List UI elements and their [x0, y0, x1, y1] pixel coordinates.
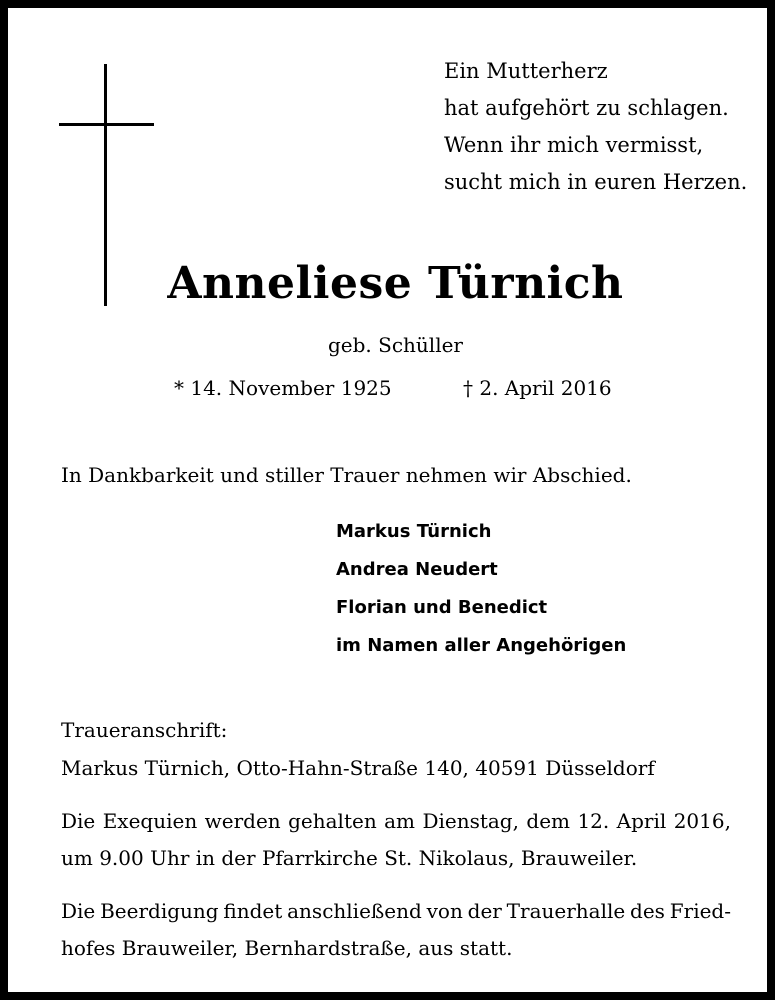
word: Die: [61, 809, 96, 833]
poem-line: Wenn ihr mich vermisst,: [444, 133, 704, 157]
word: der: [467, 899, 502, 923]
address-label: Traueranschrift:: [61, 718, 228, 742]
mourner-name: Andrea Neudert: [336, 559, 498, 580]
word: 12.: [577, 809, 610, 833]
word: dem: [526, 809, 571, 833]
word: des: [630, 899, 665, 923]
burial-paragraph: [61, 893, 731, 967]
poem: [444, 53, 747, 201]
word: 2016,: [673, 809, 731, 833]
poem-line: hat aufgehört zu schlagen.: [444, 96, 729, 120]
address-value: Markus Türnich, Otto-Hahn-Straße 140, 40591 Düsseldorf: [61, 756, 655, 780]
word: Exequien: [102, 809, 198, 833]
word: Fried-: [669, 899, 731, 923]
word: April: [616, 809, 667, 833]
farewell-text: In Dankbarkeit und stiller Trauer nehmen wir Abschied.: [61, 463, 632, 487]
service-paragraph: [61, 803, 731, 877]
service-line-1: [61, 803, 731, 840]
cross-icon-horizontal-bar: [59, 123, 154, 126]
word: anschließend: [287, 899, 422, 923]
burial-line-2: hofes Brauweiler, Bernhardstraße, aus statt.: [61, 936, 513, 960]
birth-name: geb. Schüller: [327, 333, 463, 357]
death-date: † 2. April 2016: [463, 376, 612, 400]
word: findet: [223, 899, 283, 923]
word: gehalten: [288, 809, 377, 833]
deceased-name: Anneliese Türnich: [167, 258, 624, 309]
burial-line-1: [61, 893, 731, 930]
mourner-name: Florian und Benedict: [336, 597, 548, 618]
word: Die: [61, 899, 96, 923]
word: am: [384, 809, 416, 833]
mourner-name: Markus Türnich: [336, 521, 492, 542]
word: Beerdigung: [100, 899, 219, 923]
birth-date: * 14. November 1925: [174, 376, 392, 400]
word: werden: [204, 809, 281, 833]
word: Dienstag,: [422, 809, 519, 833]
mourners-list: [336, 513, 626, 665]
mourner-name: im Namen aller Angehörigen: [336, 635, 627, 656]
word: Trauerhalle: [506, 899, 626, 923]
word: von: [426, 899, 463, 923]
poem-line: sucht mich in euren Herzen.: [444, 170, 748, 194]
service-line-2: um 9.00 Uhr in der Pfarrkirche St. Nikolaus, Brauweiler.: [61, 846, 638, 870]
poem-line: Ein Mutterherz: [444, 59, 608, 83]
